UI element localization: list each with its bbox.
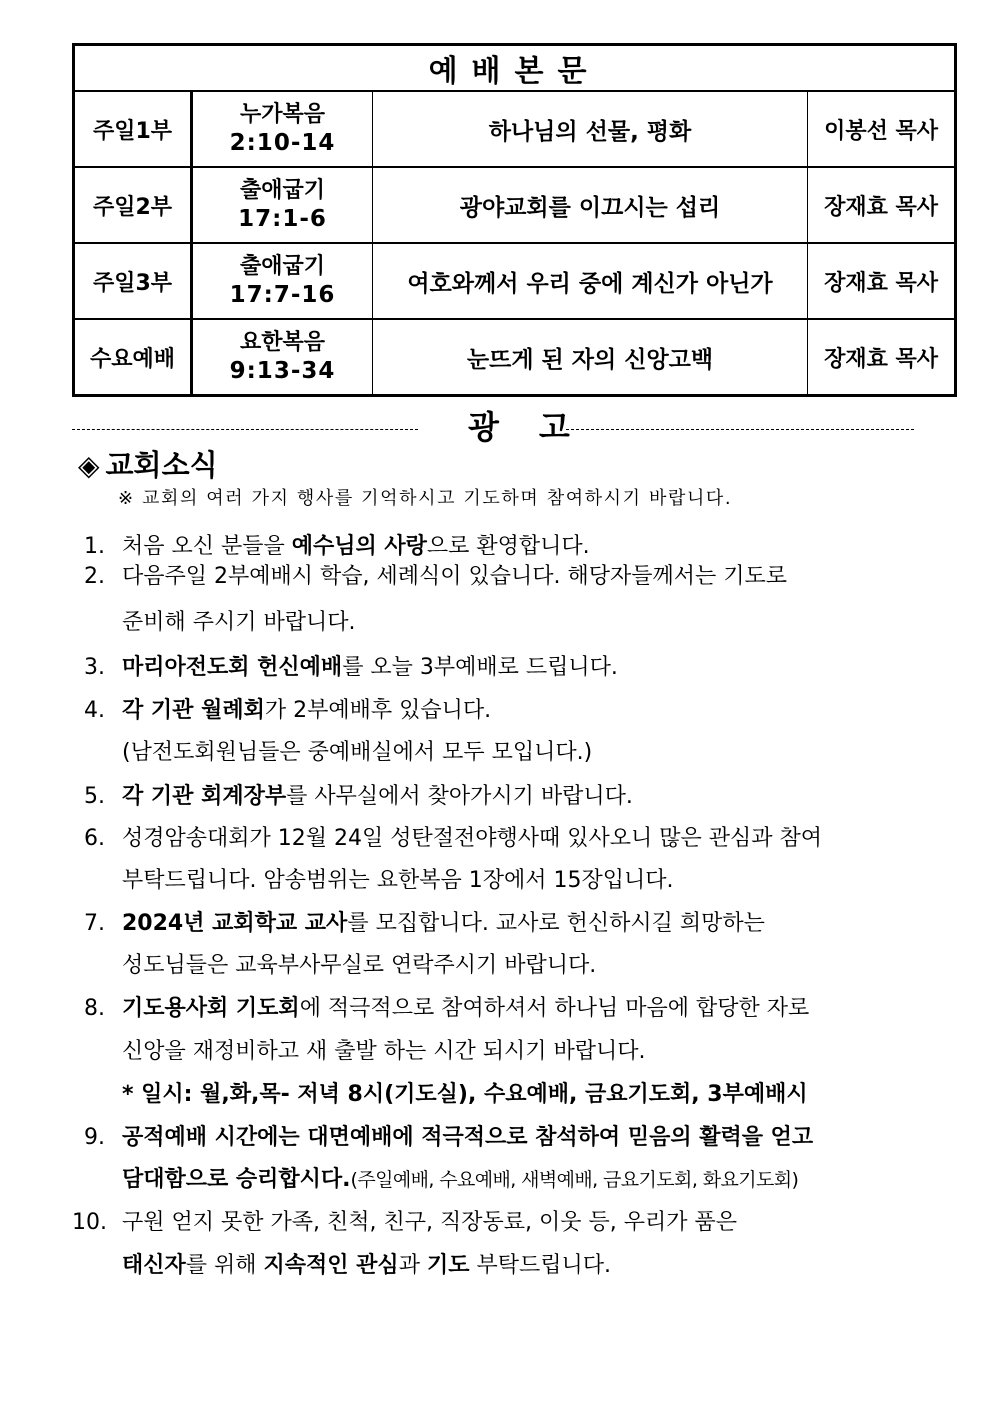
divider — [72, 429, 418, 430]
divider — [566, 429, 914, 430]
list-item-continued: (남전도회원님들은 중예배실에서 모두 모입니다.) — [122, 740, 593, 765]
table-row — [74, 167, 956, 243]
item-text: 가 2부예배후 있습니다. — [264, 698, 492, 723]
item-emphasis: 각 기관 회계장부 — [122, 784, 287, 809]
scripture-book: 출애굽기 — [239, 178, 325, 203]
list-item: 공적예배 시간에는 대면예배에 적극적으로 참석하여 믿음의 활력을 얻고 — [122, 1125, 814, 1150]
list-item — [122, 532, 590, 562]
item-number: 8. — [84, 996, 105, 1021]
list-item-continued — [122, 1251, 611, 1281]
list-item-continued — [122, 1165, 798, 1195]
list-item — [122, 782, 633, 812]
list-item — [122, 653, 618, 683]
service-name: 수요예배 — [74, 319, 192, 396]
item-text: 를 모집합니다. 교사로 헌신하시길 희망하는 — [347, 911, 765, 936]
schedule-note: * 일시: 월,화,목- 저녁 8시(기도실), 수요예배, 금요기도회, 3부예배시 — [122, 1082, 808, 1107]
worship-table-title: 예배본문 — [74, 45, 956, 92]
list-item — [122, 696, 491, 726]
list-item-continued: 성도님들은 교육부사무실로 연락주시기 바랍니다. — [122, 953, 597, 978]
item-emphasis: 기도용사회 기도회 — [122, 996, 300, 1021]
item-number: 9. — [84, 1125, 105, 1150]
list-item — [122, 909, 765, 939]
list-item-continued: 준비해 주시기 바랍니다. — [122, 610, 356, 635]
scripture-book: 요한복음 — [239, 330, 325, 355]
item-number: 2. — [84, 564, 105, 589]
item-emphasis: 태신자 — [122, 1253, 186, 1278]
item-number: 3. — [84, 655, 105, 680]
diamond-icon: ◈ — [78, 449, 100, 482]
item-number: 7. — [84, 911, 105, 936]
item-emphasis: 지속적인 관심 — [263, 1253, 399, 1278]
list-item: 성경암송대회가 12월 24일 성탄절전야행사때 있사오니 많은 관심과 참여 — [122, 826, 822, 851]
item-emphasis: 담대함으로 승리합시다. — [122, 1167, 351, 1192]
list-item: 구원 얻지 못한 가족, 친척, 친구, 직장동료, 이웃 등, 우리가 품은 — [122, 1210, 737, 1235]
section-heading — [78, 443, 218, 484]
item-text: 처음 오신 분들을 — [122, 534, 292, 559]
scripture-passage — [192, 319, 373, 396]
table-row — [74, 319, 956, 396]
service-name: 주일3부 — [74, 243, 192, 319]
item-emphasis: 2024년 교회학교 교사 — [122, 911, 348, 936]
list-item — [122, 994, 809, 1024]
item-emphasis: 각 기관 월례회 — [122, 698, 265, 723]
table-row — [74, 243, 956, 319]
scripture-ref: 17:1-6 — [238, 206, 327, 232]
preacher: 장재효 목사 — [808, 319, 956, 396]
service-name: 주일1부 — [74, 91, 192, 167]
worship-table — [72, 43, 957, 397]
section-title: 교회소식 — [105, 448, 218, 482]
list-item-continued: 신앙을 재정비하고 새 출발 하는 시간 되시기 바랍니다. — [122, 1039, 646, 1064]
preacher: 장재효 목사 — [808, 167, 956, 243]
list-item: 다음주일 2부예배시 학습, 세례식이 있습니다. 해당자들께서는 기도로 — [122, 564, 788, 589]
preacher: 이봉선 목사 — [808, 91, 956, 167]
item-text: 에 적극적으로 참여하셔서 하나님 마음에 합당한 자로 — [299, 996, 810, 1021]
sermon-title: 광야교회를 이끄시는 섭리 — [373, 167, 808, 243]
sermon-title: 하나님의 선물, 평화 — [373, 91, 808, 167]
scripture-passage — [192, 91, 373, 167]
item-emphasis: 기도 — [426, 1253, 470, 1278]
item-number: 4. — [84, 698, 105, 723]
item-text: 으로 환영합니다. — [426, 534, 590, 559]
item-number: 10. — [72, 1210, 107, 1235]
item-number: 1. — [84, 534, 105, 559]
item-text: 를 오늘 3부예배로 드립니다. — [342, 655, 618, 680]
item-emphasis: 예수님의 사랑 — [291, 534, 427, 559]
preacher: 장재효 목사 — [808, 243, 956, 319]
scripture-book: 누가복음 — [239, 102, 325, 127]
item-emphasis: 마리아전도회 헌신예배 — [122, 655, 343, 680]
ads-header — [72, 402, 914, 446]
list-item-continued: 부탁드립니다. 암송범위는 요한복음 1장에서 15장입니다. — [122, 868, 674, 893]
item-number: 5. — [84, 784, 105, 809]
item-text: 를 위해 — [185, 1253, 264, 1278]
table-row — [74, 91, 956, 167]
sermon-title: 여호와께서 우리 중에 계신가 아닌가 — [373, 243, 808, 319]
scripture-passage — [192, 243, 373, 319]
scripture-ref: 9:13-34 — [229, 358, 336, 384]
ads-title: 광고 — [468, 408, 610, 446]
service-name: 주일2부 — [74, 167, 192, 243]
item-text: 부탁드립니다. — [469, 1253, 611, 1278]
item-number: 6. — [84, 826, 105, 851]
scripture-passage — [192, 167, 373, 243]
item-note: (주일예배, 수요예배, 새벽예배, 금요기도회, 화요기도회) — [350, 1169, 799, 1191]
scripture-ref: 17:7-16 — [229, 282, 336, 308]
item-text: 를 사무실에서 찾아가시기 바랍니다. — [286, 784, 633, 809]
sermon-title: 눈뜨게 된 자의 신앙고백 — [373, 319, 808, 396]
scripture-ref: 2:10-14 — [229, 130, 336, 156]
notice-text: ※ 교회의 여러 가지 행사를 기억하시고 기도하며 참여하시기 바랍니다. — [118, 488, 733, 509]
item-text: 과 — [398, 1253, 427, 1278]
scripture-book: 출애굽기 — [239, 254, 325, 279]
